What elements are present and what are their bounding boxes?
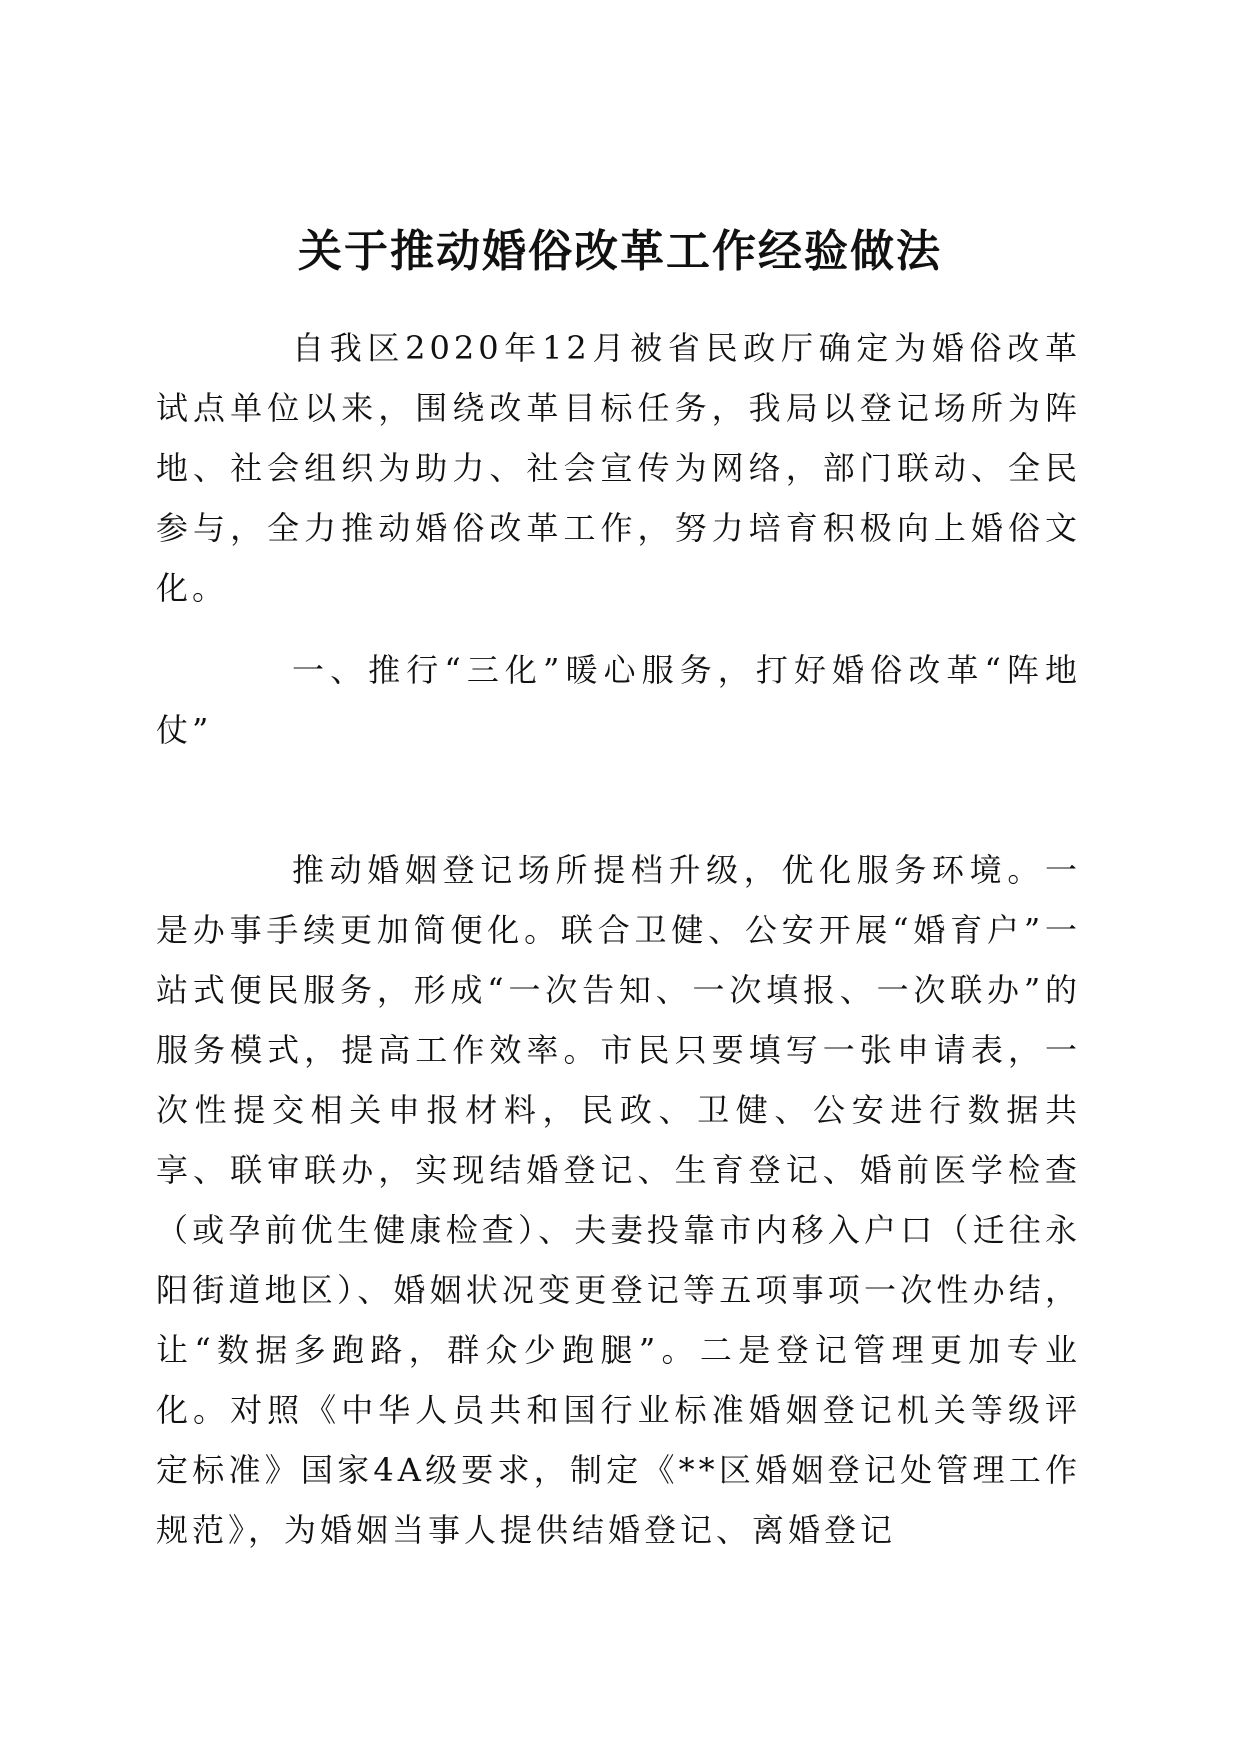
intro-paragraph: 自我区2020年12月被省民政厅确定为婚俗改革试点单位以来，围绕改革目标任务，我局以登记场所为阵地、社会组织为助力、社会宣传为网络，部门联动、全民参与，全力推动婚俗改革工作，努力培育积极向上婚俗文化。 bbox=[156, 329, 1081, 607]
document-title: 关于推动婚俗改革工作经验做法 bbox=[298, 226, 942, 277]
body-paragraph: 推动婚姻登记场所提档升级，优化服务环境。一是办事手续更加简便化。联合卫健、公安开展“婚育户”一站式便民服务，形成“一次告知、一次填报、一次联办”的服务模式，提高工作效率。市民只要填写一张申请表，一次性提交相关申报材料，民政、卫健、公安进行数据共享、联审联办，实现结婚登记、生育登记、婚前医学检查（或孕前优生健康检查）、夫妻投靠市内移入户口（迁往永阳街道地区）、婚姻状况变更登记等五项事项一次性办结，让“数据多跑路，群众少跑腿”。二是登记管理更加专业化。对照《中华人员共和国行业标准婚姻登记机关等级评定标准》国家4A级要求，制定《**区婚姻登记处管理工作规范》，为婚姻当事人提供结婚登记、离婚登记 bbox=[156, 851, 1081, 1549]
section-heading-1: 一、推行“三化”暖心服务，打好婚俗改革“阵地仗” bbox=[156, 651, 1081, 749]
